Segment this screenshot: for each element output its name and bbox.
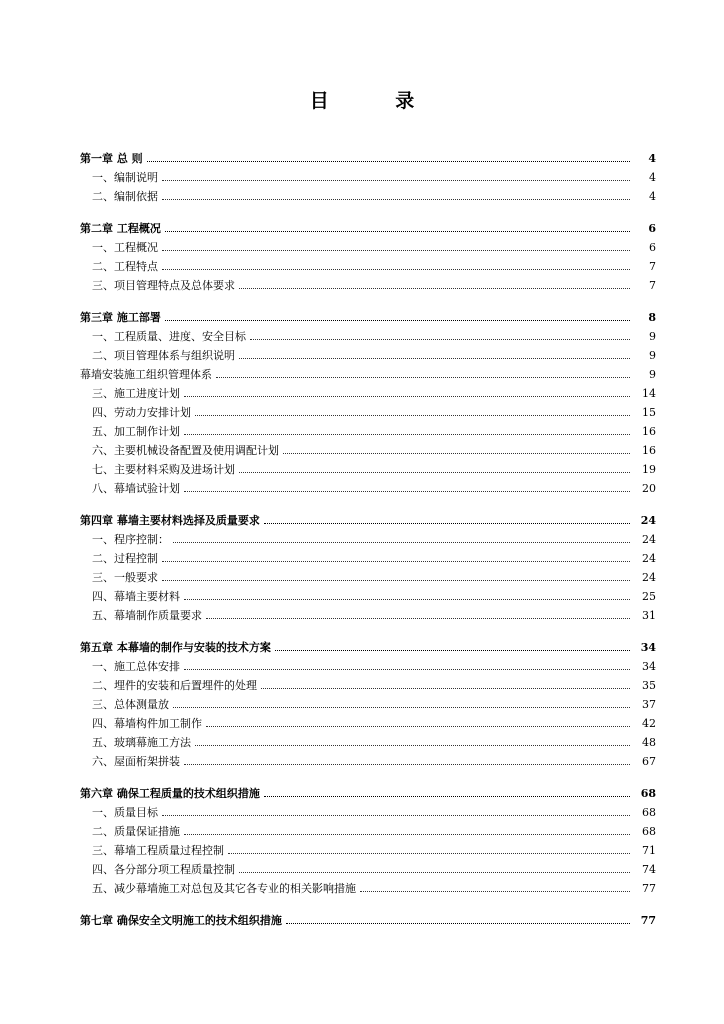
dot-leader	[162, 180, 630, 181]
toc-entry-label: 四、劳动力安排计划	[92, 406, 191, 419]
toc-chapter-entry[interactable]	[80, 217, 656, 235]
dot-leader	[239, 872, 630, 873]
toc-entry-label: 五、加工制作计划	[92, 425, 180, 438]
toc-page-number: 24	[642, 533, 656, 546]
toc-entry-label: 四、幕墙主要材料	[92, 590, 180, 603]
toc-page-number: 48	[642, 736, 656, 749]
dot-leader	[173, 542, 630, 543]
toc-entry-label: 四、各分部分项工程质量控制	[92, 863, 235, 876]
toc-page-number: 6	[648, 222, 656, 235]
toc-page-number: 6	[649, 241, 656, 254]
toc-page-number: 34	[640, 641, 656, 654]
toc-page-number: 4	[648, 152, 656, 165]
toc-section-entry[interactable]	[80, 565, 656, 584]
toc-entry-label: 一、编制说明	[92, 171, 158, 184]
toc-page-number: 42	[642, 717, 656, 730]
dot-leader	[184, 599, 630, 600]
toc-page-number: 24	[642, 571, 656, 584]
toc-spacer	[80, 203, 656, 217]
toc-section-entry[interactable]	[80, 654, 656, 673]
dot-leader	[184, 764, 630, 765]
dot-leader	[165, 320, 630, 321]
toc-entry-label: 八、幕墙试验计划	[92, 482, 180, 495]
toc-section-entry[interactable]	[80, 362, 656, 381]
dot-leader	[184, 834, 630, 835]
dot-leader	[184, 491, 630, 492]
toc-section-entry[interactable]	[80, 254, 656, 273]
toc-page-number: 4	[649, 171, 656, 184]
toc-section-entry[interactable]	[80, 673, 656, 692]
toc-page-number: 16	[642, 444, 656, 457]
toc-section-entry[interactable]	[80, 749, 656, 768]
dot-leader	[165, 231, 630, 232]
toc-entry-label: 三、总体测量放	[92, 698, 169, 711]
toc-section-entry[interactable]	[80, 876, 656, 895]
toc-page-number: 77	[642, 882, 656, 895]
toc-section-entry[interactable]	[80, 527, 656, 546]
toc-page-number: 7	[649, 260, 656, 273]
toc-entry-label: 三、幕墙工程质量过程控制	[92, 844, 224, 857]
toc-section-entry[interactable]	[80, 819, 656, 838]
toc-entry-label: 四、幕墙构件加工制作	[92, 717, 202, 730]
toc-chapter-entry[interactable]	[80, 909, 656, 927]
toc-entry-label: 五、减少幕墙施工对总包及其它各专业的相关影响措施	[92, 882, 356, 895]
dot-leader	[173, 707, 630, 708]
toc-page-number: 20	[642, 482, 656, 495]
toc-page-number: 9	[649, 368, 656, 381]
toc-section-entry[interactable]	[80, 400, 656, 419]
toc-entry-label: 一、工程概况	[92, 241, 158, 254]
toc-section-entry[interactable]	[80, 476, 656, 495]
toc-page-number: 25	[642, 590, 656, 603]
toc-section-entry[interactable]	[80, 343, 656, 362]
toc-section-entry[interactable]	[80, 546, 656, 565]
toc-page-number: 15	[642, 406, 656, 419]
toc-entry-label: 七、主要材料采购及进场计划	[92, 463, 235, 476]
toc-entry-label: 三、一般要求	[92, 571, 158, 584]
toc-section-entry[interactable]	[80, 838, 656, 857]
dot-leader	[283, 453, 630, 454]
toc-page-number: 8	[648, 311, 656, 324]
toc-spacer	[80, 895, 656, 909]
toc-entry-label: 第七章 确保安全文明施工的技术组织措施	[80, 914, 282, 927]
toc-section-entry[interactable]	[80, 730, 656, 749]
dot-leader	[275, 650, 630, 651]
dot-leader	[264, 796, 630, 797]
dot-leader	[239, 288, 630, 289]
toc-entry-label: 一、施工总体安排	[92, 660, 180, 673]
toc-spacer	[80, 495, 656, 509]
toc-page-number: 24	[640, 514, 656, 527]
dot-leader	[261, 688, 630, 689]
toc-chapter-entry[interactable]	[80, 306, 656, 324]
toc-page-number: 34	[642, 660, 656, 673]
toc-section-entry[interactable]	[80, 273, 656, 292]
toc-page-number: 71	[642, 844, 656, 857]
toc-section-entry[interactable]	[80, 457, 656, 476]
toc-section-entry[interactable]	[80, 800, 656, 819]
toc-chapter-entry[interactable]	[80, 782, 656, 800]
dot-leader	[360, 891, 630, 892]
dot-leader	[206, 726, 630, 727]
toc-section-entry[interactable]	[80, 711, 656, 730]
dot-leader	[184, 669, 630, 670]
toc-entry-label: 六、主要机械设备配置及使用调配计划	[92, 444, 279, 457]
toc-entry-label: 幕墙安装施工组织管理体系	[80, 368, 212, 381]
toc-entry-label: 一、质量目标	[92, 806, 158, 819]
dot-leader	[162, 580, 630, 581]
toc-section-entry[interactable]	[80, 184, 656, 203]
dot-leader	[162, 815, 630, 816]
toc-section-entry[interactable]	[80, 603, 656, 622]
dot-leader	[216, 377, 630, 378]
toc-section-entry[interactable]	[80, 381, 656, 400]
toc-entry-label: 一、工程质量、进度、安全目标	[92, 330, 246, 343]
dot-leader	[184, 396, 630, 397]
toc-entry-label: 二、过程控制	[92, 552, 158, 565]
dot-leader	[195, 415, 630, 416]
toc-title: 目 录	[309, 90, 445, 112]
toc-page-number: 74	[642, 863, 656, 876]
toc-entry-label: 第四章 幕墙主要材料选择及质量要求	[80, 514, 260, 527]
toc-page-number: 16	[642, 425, 656, 438]
toc-entry-label: 二、质量保证措施	[92, 825, 180, 838]
toc-entry-label: 三、项目管理特点及总体要求	[92, 279, 235, 292]
toc-page-number: 37	[642, 698, 656, 711]
toc-section-entry[interactable]	[80, 438, 656, 457]
toc-chapter-entry[interactable]	[80, 509, 656, 527]
toc-entry-label: 二、编制依据	[92, 190, 158, 203]
dot-leader	[184, 434, 630, 435]
dot-leader	[239, 358, 630, 359]
dot-leader	[250, 339, 630, 340]
table-of-contents	[80, 147, 656, 927]
dot-leader	[195, 745, 630, 746]
toc-entry-label: 二、工程特点	[92, 260, 158, 273]
toc-page-number: 4	[649, 190, 656, 203]
toc-entry-label: 一、程序控制：	[92, 533, 169, 546]
toc-section-entry[interactable]	[80, 419, 656, 438]
dot-leader	[162, 250, 630, 251]
dot-leader	[206, 618, 630, 619]
toc-page-number: 31	[642, 609, 656, 622]
dot-leader	[286, 923, 630, 924]
toc-page-number: 68	[640, 787, 656, 800]
dot-leader	[228, 853, 630, 854]
toc-chapter-entry[interactable]	[80, 147, 656, 165]
toc-entry-label: 五、幕墙制作质量要求	[92, 609, 202, 622]
toc-page-number: 14	[642, 387, 656, 400]
dot-leader	[147, 161, 630, 162]
toc-page-number: 24	[642, 552, 656, 565]
toc-page-number: 19	[642, 463, 656, 476]
toc-spacer	[80, 292, 656, 306]
toc-section-entry[interactable]	[80, 324, 656, 343]
toc-entry-label: 第三章 施工部署	[80, 311, 161, 324]
toc-section-entry[interactable]	[80, 235, 656, 254]
dot-leader	[162, 269, 630, 270]
toc-entry-label: 第六章 确保工程质量的技术组织措施	[80, 787, 260, 800]
toc-page-number: 35	[642, 679, 656, 692]
toc-entry-label: 五、玻璃幕施工方法	[92, 736, 191, 749]
toc-page-number: 9	[649, 349, 656, 362]
toc-entry-label: 第一章 总 则	[80, 152, 143, 165]
toc-page-number: 68	[642, 825, 656, 838]
toc-section-entry[interactable]	[80, 857, 656, 876]
dot-leader	[162, 199, 630, 200]
toc-section-entry[interactable]	[80, 692, 656, 711]
toc-entry-label: 二、埋件的安装和后置埋件的处理	[92, 679, 257, 692]
toc-entry-label: 第二章 工程概况	[80, 222, 161, 235]
toc-spacer	[80, 768, 656, 782]
toc-page-number: 77	[640, 914, 656, 927]
dot-leader	[162, 561, 630, 562]
toc-page-number: 7	[649, 279, 656, 292]
toc-spacer	[80, 622, 656, 636]
toc-page-number: 68	[642, 806, 656, 819]
toc-chapter-entry[interactable]	[80, 636, 656, 654]
toc-page-number: 67	[642, 755, 656, 768]
toc-entry-label: 六、屋面桁架拼装	[92, 755, 180, 768]
toc-section-entry[interactable]	[80, 584, 656, 603]
toc-entry-label: 第五章 本幕墙的制作与安装的技术方案	[80, 641, 271, 654]
toc-page-number: 9	[649, 330, 656, 343]
dot-leader	[264, 523, 630, 524]
toc-entry-label: 三、施工进度计划	[92, 387, 180, 400]
dot-leader	[239, 472, 630, 473]
toc-entry-label: 二、项目管理体系与组织说明	[92, 349, 235, 362]
toc-section-entry[interactable]	[80, 165, 656, 184]
